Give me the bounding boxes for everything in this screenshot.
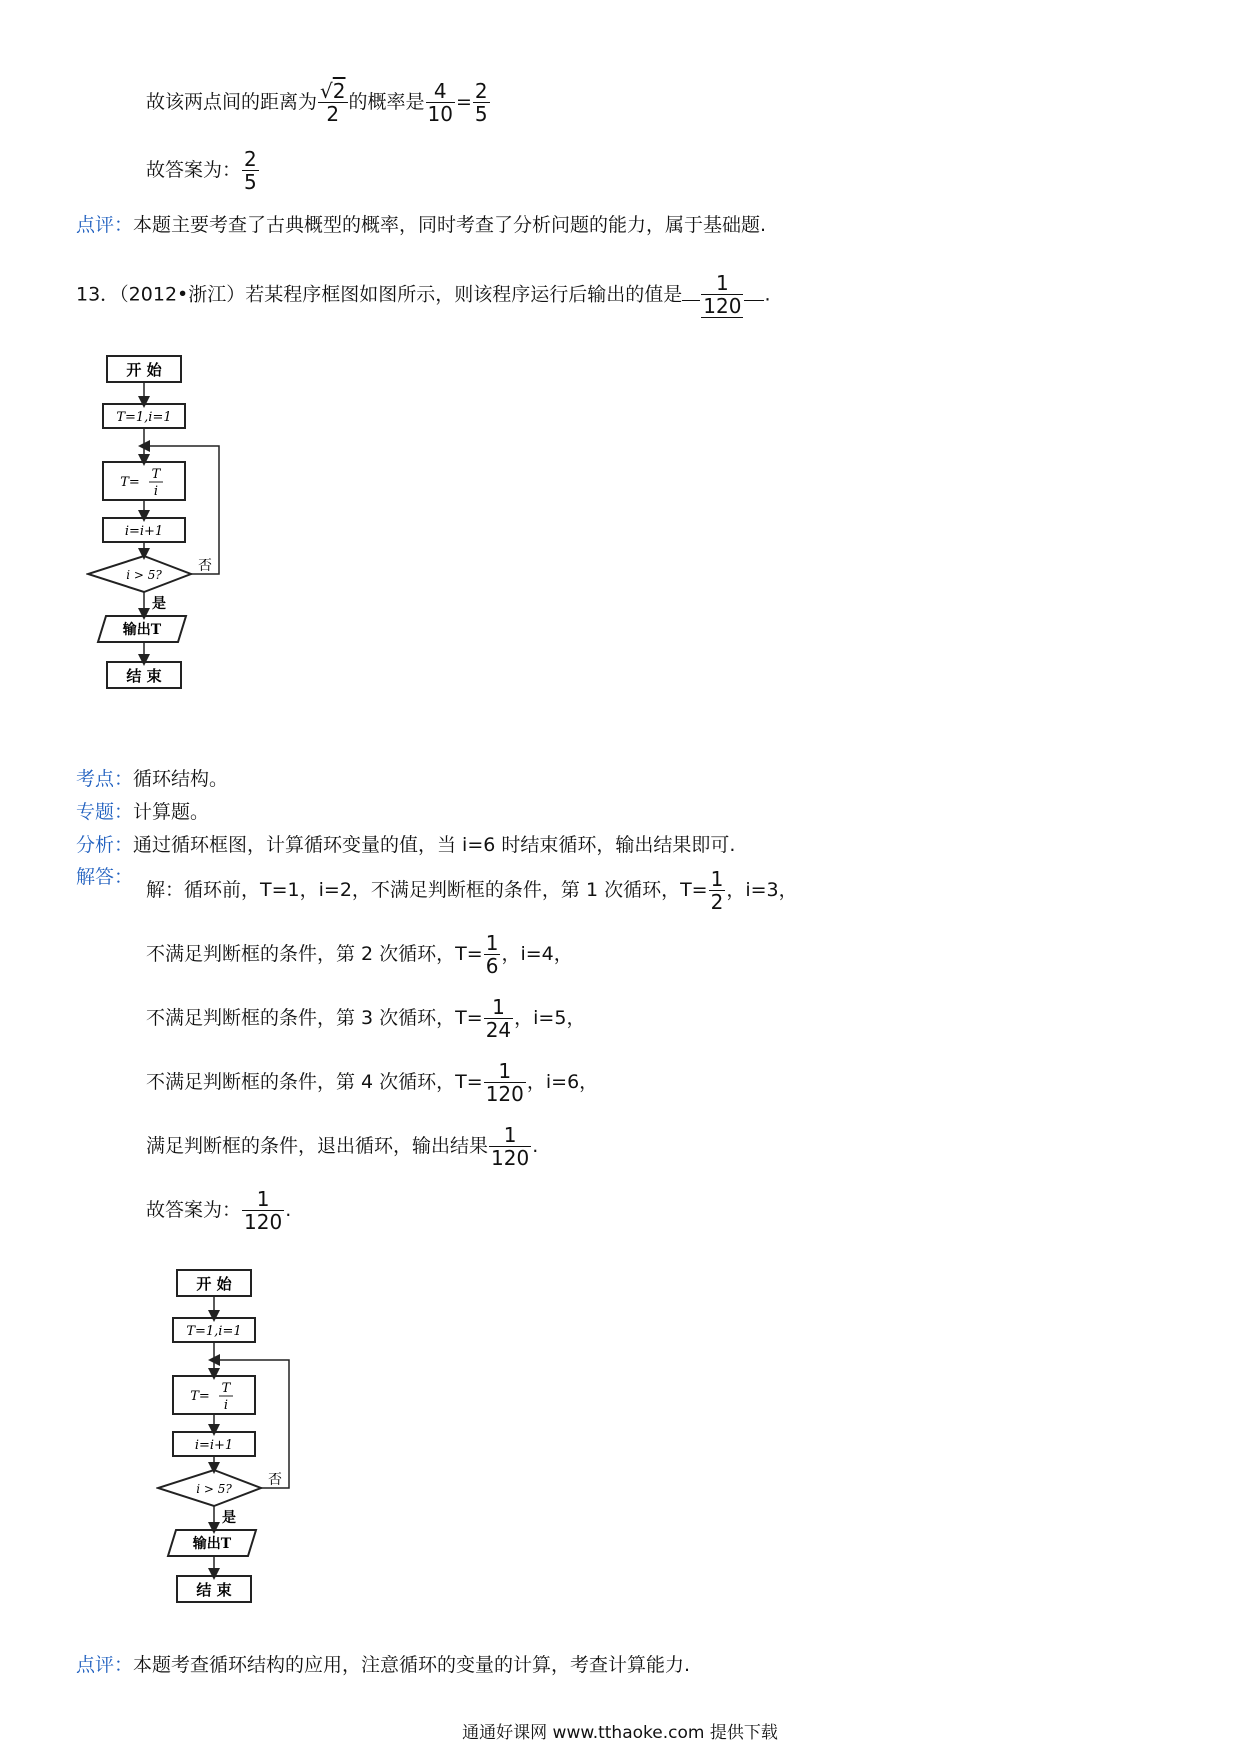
fraction-1-120-a: $\frac{1}{120}$: [485, 1059, 524, 1106]
fc2-output-text: 输出T: [192, 1536, 232, 1552]
fc1-incr-text: i=i+1: [124, 524, 164, 539]
fc1-init-text: T=1,i=1: [116, 410, 172, 425]
fc1-assign-lhs: T=: [120, 475, 140, 490]
flowchart-solution: [156, 1264, 296, 1624]
fraction-2-5: $\frac{2}{5}$: [474, 79, 488, 126]
fc1-yes-label: 是: [152, 596, 166, 612]
fc1-cond-text: i > 5?: [126, 568, 162, 582]
fc2-no-label: 否: [268, 1472, 282, 1488]
top-review: 点评：本题主要考查了古典概型的概率，同时考查了分析问题的能力，属于基础题.: [76, 214, 767, 236]
solution-line-3: 不满足判断框的条件，第 3 次循环，T= $\frac{1}{24}$ ，i=5，: [146, 995, 586, 1042]
answer-fraction-2-5: $\frac{2}{5}$: [244, 147, 257, 194]
flowchart-question: [86, 350, 226, 710]
fc1-start-text: 开 始: [126, 361, 162, 379]
fc2-cond-text: i > 5?: [196, 1482, 232, 1496]
review-label: 点评：: [76, 214, 134, 236]
solution-review-label: 点评：: [76, 1654, 134, 1676]
solution-review: 点评：本题考查循环结构的应用，注意循环的变量的计算，考查计算能力.: [76, 1654, 691, 1676]
zhuanti-line: 专题：计算题。: [76, 801, 210, 823]
fc1-assign-num: T: [151, 467, 161, 482]
fraction-1-6: $\frac{1}{6}$: [485, 931, 499, 978]
fc2-start-text: 开 始: [196, 1275, 232, 1293]
solution-line-5: 满足判断框的条件，退出循环，输出结果 $\frac{1}{120}$ .: [146, 1123, 539, 1170]
fraction-4-10: $\frac{4}{10}$: [427, 79, 453, 126]
fc2-assign-box: [173, 1376, 255, 1414]
fraction-1-2: $\frac{1}{2}$: [710, 867, 724, 914]
fraction-1-120-c: $\frac{1}{120}$: [244, 1187, 283, 1234]
fc2-assign-den: i: [223, 1398, 229, 1413]
question-answer-fraction: $\frac{1}{120}$: [703, 271, 742, 318]
kaodian-line: 考点：循环结构。: [76, 768, 229, 790]
fc2-yes-label: 是: [222, 1510, 236, 1526]
fc2-assign-num: T: [221, 1381, 231, 1396]
fc2-init-text: T=1,i=1: [186, 1324, 242, 1339]
top-answer-line: 故答案为： $\frac{2}{5}$: [146, 147, 257, 194]
fc1-no-label: 否: [198, 558, 212, 574]
question-13: 13．（2012•浙江）若某程序框图如图所示，则该程序运行后输出的值是 $\frac{1}{120}$ .: [76, 271, 771, 318]
solution-line-1: 解：循环前，T=1，i=2，不满足判断框的条件，第 1 次循环，T= $\frac{1}{2}$ ，i=3，: [146, 867, 798, 914]
fc1-output-text: 输出T: [122, 622, 162, 638]
fraction-1-120-b: $\frac{1}{120}$: [491, 1123, 530, 1170]
jieda-label: 解答：: [76, 866, 134, 888]
fc2-end-text: 结 束: [196, 1581, 232, 1599]
solution-line-2: 不满足判断框的条件，第 2 次循环，T= $\frac{1}{6}$ ，i=4，: [146, 931, 573, 978]
solution-line-4: 不满足判断框的条件，第 4 次循环，T= $\frac{1}{120}$ ，i=6，: [146, 1059, 599, 1106]
fc1-assign-den: i: [153, 484, 159, 499]
fraction-1-24: $\frac{1}{24}$: [485, 995, 512, 1042]
sqrt2-over-2: $\frac{√2}{2}$: [320, 79, 346, 126]
fc2-assign-lhs: T=: [190, 1389, 210, 1404]
fc2-incr-text: i=i+1: [194, 1438, 234, 1453]
solution-answer-line: 故答案为： $\frac{1}{120}$ .: [146, 1187, 292, 1234]
fc1-assign-box: [103, 462, 185, 500]
fc1-end-text: 结 束: [126, 667, 162, 685]
footer-text: 通通好课网 www.tthaoke.com 提供下载: [462, 1723, 778, 1743]
fenxi-line: 分析：通过循环框图，计算循环变量的值，当 i=6 时结束循环，输出结果即可.: [76, 834, 736, 856]
probability-line: 故该两点间的距离为 $\frac{√2}{2}$ 的概率是 $\frac{4}{10}$ = $\frac{2}{5}$: [146, 79, 488, 126]
